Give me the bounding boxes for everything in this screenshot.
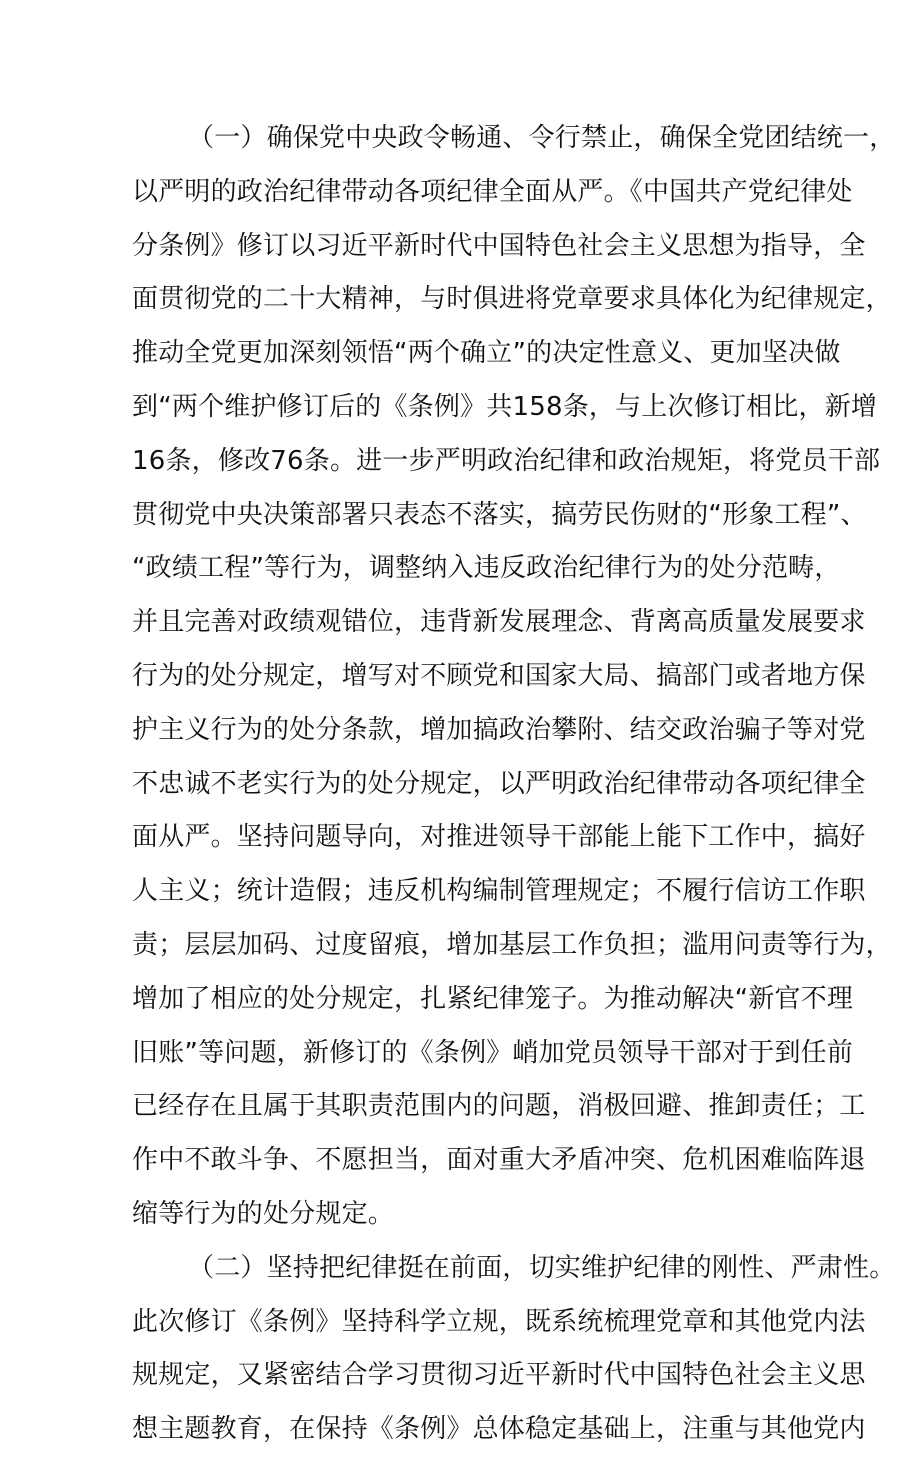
text-line: 此次修订《条例》坚持科学立规，既系统梳理党章和其他党内法 (132, 1306, 866, 1337)
text-line: 增加了相应的处分规定，扎紧纪律笼子。为推动解决“新官不理 (132, 983, 854, 1014)
text-line: 责；层层加码、过度留痕，增加基层工作负担；滥用问责等行为， (132, 929, 892, 960)
text-line: 贯彻党中央决策部署只表态不落实，搞劳民伤财的“形象工程”、 (132, 499, 867, 530)
text-line: 并且完善对政绩观错位，违背新发展理念、背离高质量发展要求 (132, 607, 866, 638)
text-line: 作中不敢斗争、不愿担当，面对重大矛盾冲突、危机困难临阵退 (132, 1145, 866, 1176)
text-line: （二）坚持把纪律挺在前面，切实维护纪律的刚性、严肃性。 (188, 1252, 896, 1283)
text-line: 分条例》修订以习近平新时代中国特色社会主义思想为指导，全 (132, 230, 866, 261)
text-line: 行为的处分规定，增写对不顾党和国家大局、搞部门或者地方保 (132, 660, 866, 691)
text-line: 以严明的政治纪律带动各项纪律全面从严。《中国共产党纪律处 (132, 176, 853, 207)
text-line: 16条，修改76条。进一步严明政治纪律和政治规矩，将党员干部 (132, 445, 881, 476)
text-line: 想主题教育，在保持《条例》总体稳定基础上，注重与其他党内 (132, 1414, 866, 1445)
text-line: 护主义行为的处分条款，增加搞政治攀附、结交政治骗子等对党 (132, 714, 866, 745)
text-line: （一）确保党中央政令畅通、令行禁止，确保全党团结统一， (188, 123, 896, 153)
text-line: 推动全党更加深刻领悟“两个确立”的决定性意义、更加坚决做 (132, 338, 841, 369)
text-line: 旧账”等问题，新修订的《条例》峭加党员领导干部对于到任前 (132, 1037, 854, 1068)
text-line: 面从严。坚持问题导向，对推进领导干部能上能下工作中，搞好 (132, 822, 866, 853)
body-text (132, 112, 896, 1457)
text-line: 到“两个维护修订后的《条例》共158条，与上次修订相比，新增 (132, 391, 878, 422)
text-line: 规规定，又紧密结合学习贯彻习近平新时代中国特色社会主义思 (132, 1360, 866, 1391)
text-line: 缩等行为的处分规定。 (132, 1198, 395, 1229)
text-line: 人主义；统计造假；违反机构编制管理规定；不履行信访工作职 (132, 876, 866, 907)
text-line: “政绩工程”等行为，调整纳入违反政治纪律行为的处分范畴， (132, 553, 841, 584)
text-line: 已经存在且属于其职责范围内的问题，消极回避、推卸责任；工 (132, 1091, 866, 1122)
text-line: 不忠诚不老实行为的处分规定，以严明政治纪律带动各项纪律全 (132, 768, 866, 799)
text-line: 面贯彻党的二十大精神，与时俱进将党章要求具体化为纪律规定， (132, 284, 892, 315)
